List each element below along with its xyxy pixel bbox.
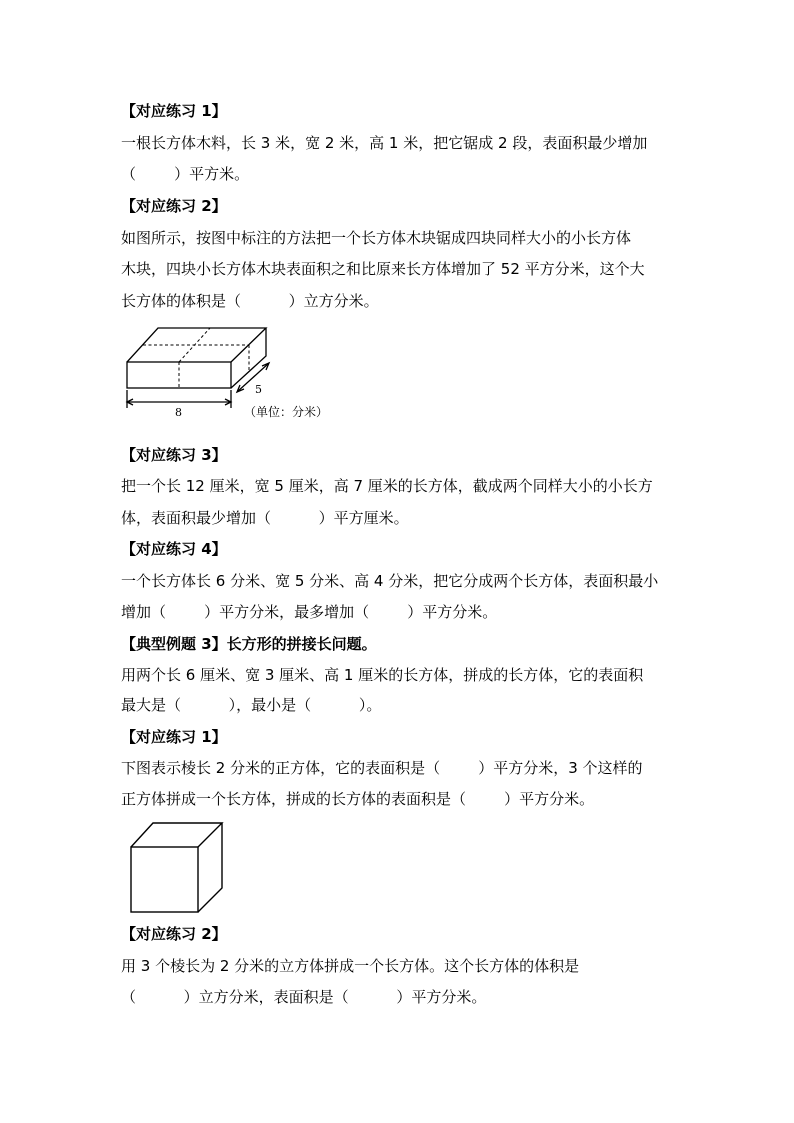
exercise-heading: 【对应练习 3】	[121, 446, 227, 464]
question-text: （ ）立方分米，表面积是（ ）平方分米。	[121, 988, 487, 1006]
question-text: 下图表示棱长 2 分米的正方体，它的表面积是（ ）平方分米，3 个这样的	[121, 759, 643, 777]
cuboid-top-face	[127, 328, 266, 362]
exercise-heading: 【对应练习 2】	[121, 197, 227, 215]
question-text: 最大是（ ），最小是（ ）。	[121, 696, 382, 714]
question-text: 体，表面积最少增加（ ）平方厘米。	[121, 509, 409, 527]
unit-caption: （单位：分米）	[244, 405, 329, 419]
question-text: 正方体拼成一个长方体，拼成的长方体的表面积是（ ）平方分米。	[121, 790, 595, 808]
question-text: 长方体的体积是（ ）立方分米。	[121, 292, 379, 310]
question-text: 木块，四块小长方体木块表面积之和比原来长方体增加了 52 平方分米，这个大	[121, 260, 645, 278]
question-text: 把一个长 12 厘米，宽 5 厘米，高 7 厘米的长方体，截成两个同样大小的小长方	[121, 477, 653, 495]
cube-top-face	[131, 823, 222, 847]
exercise-heading: 【对应练习 1】	[121, 728, 227, 746]
question-text: 增加（ ）平方分米，最多增加（ ）平方分米。	[121, 603, 498, 621]
question-text: 一个长方体长 6 分米、宽 5 分米、高 4 分米，把它分成两个长方体，表面积最小	[121, 572, 659, 590]
cube-figure	[126, 820, 230, 916]
exercise-heading: 【对应练习 4】	[121, 540, 227, 558]
question-text: （ ）平方米。	[121, 165, 250, 183]
exercise-heading: 【对应练习 1】	[121, 102, 227, 120]
exercise-heading: 【对应练习 2】	[121, 925, 227, 943]
question-text: 用 3 个棱长为 2 分米的立方体拼成一个长方体。这个长方体的体积是	[121, 957, 580, 975]
question-text: 一根长方体木料，长 3 米，宽 2 米，高 1 米，把它锯成 2 段，表面积最少增加	[121, 134, 648, 152]
length-label: 8	[175, 406, 182, 419]
width-label: 5	[255, 383, 262, 396]
cube-right-face	[198, 823, 222, 912]
question-text: 用两个长 6 厘米、宽 3 厘米、高 1 厘米的长方体，拼成的长方体，它的表面积	[121, 666, 644, 684]
cut-lines	[143, 328, 249, 388]
question-text: 如图所示，按图中标注的方法把一个长方体木块锯成四块同样大小的小长方体	[121, 229, 632, 247]
cube-front-face	[131, 847, 198, 912]
example-heading: 【典型例题 3】长方形的拼接长问题。	[121, 635, 377, 653]
